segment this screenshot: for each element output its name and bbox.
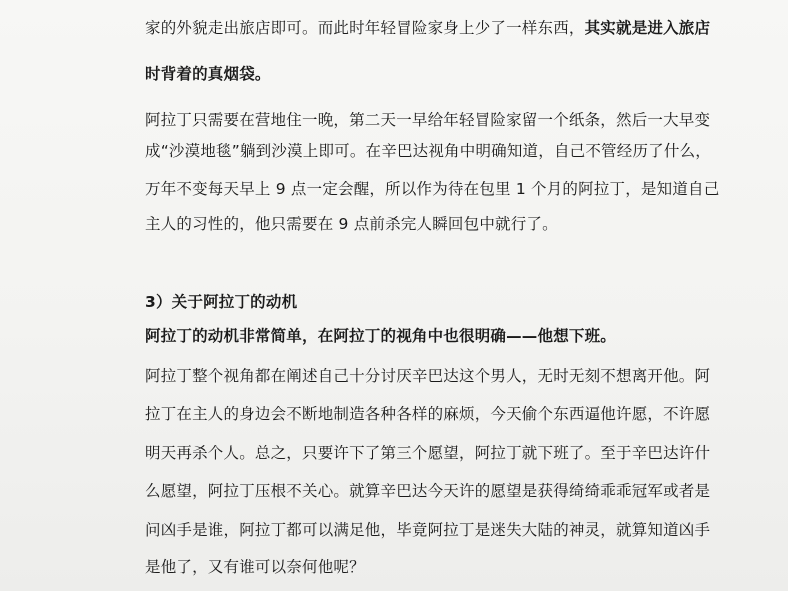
bold-statement: 阿拉丁的动机非常简单，在阿拉丁的视角中也很明确——他想下班。 bbox=[145, 327, 617, 345]
paragraph-line: 阿拉丁只需要在营地住一晚，第二天一早给年轻冒险家留一个纸条，然后一大早变 bbox=[145, 111, 711, 129]
section-heading: 3）关于阿拉丁的动机 bbox=[145, 293, 298, 311]
text-line-2-bold: 时背着的真烟袋。 bbox=[145, 65, 271, 83]
paragraph-line: 是他了，又有谁可以奈何他呢？ bbox=[145, 558, 365, 576]
text-line-1-bold: 其实就是进入旅店 bbox=[584, 19, 711, 37]
text-line-1-normal: 家的外貌走出旅店即可。而此时年轻冒险家身上少了一样东西， bbox=[145, 19, 585, 37]
text-line-1 bbox=[145, 18, 710, 38]
paragraph-line: 问凶手是谁，阿拉丁都可以满足他，毕竟阿拉丁是迷失大陆的神灵，就算知道凶手 bbox=[145, 521, 711, 539]
paragraph-line: 成“沙漠地毯”躺到沙漠上即可。在辛巴达视角中明确知道，自己不管经历了什么， bbox=[145, 142, 711, 160]
paragraph-line: 么愿望，阿拉丁压根不关心。就算辛巴达今天许的愿望是获得绮绮乖乖冠军或者是 bbox=[145, 482, 711, 500]
paragraph-line: 万年不变每天早上 9 点一定会醒，所以作为待在包里 1 个月的阿拉丁，是知道自己 bbox=[145, 180, 720, 198]
paragraph-line: 明天再杀个人。总之，只要许下了第三个愿望，阿拉丁就下班了。至于辛巴达许什 bbox=[145, 444, 711, 462]
paragraph-line: 拉丁在主人的身边会不断地制造各种各样的麻烦，今天偷个东西逼他许愿，不许愿 bbox=[145, 405, 711, 423]
paragraph-line: 阿拉丁整个视角都在阐述自己十分讨厌辛巴达这个男人，无时无刻不想离开他。阿 bbox=[145, 367, 711, 385]
paragraph-line: 主人的习性的，他只需要在 9 点前杀完人瞬回包中就行了。 bbox=[145, 215, 558, 233]
